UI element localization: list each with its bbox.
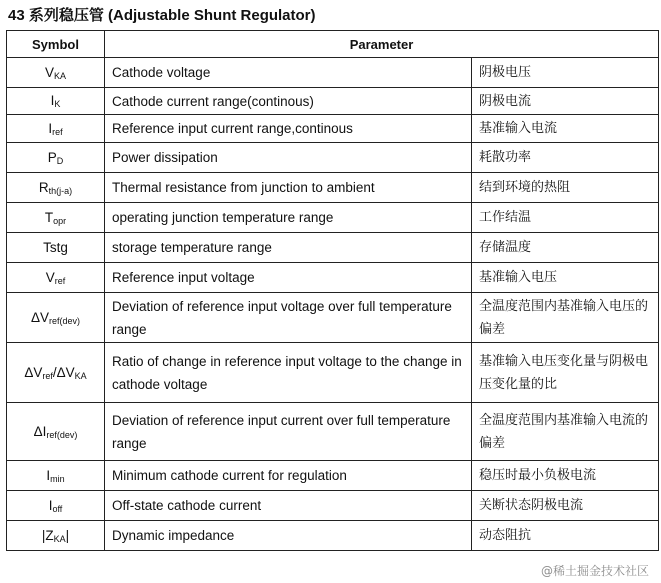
symbol-cell — [7, 88, 105, 115]
symbol-text: I — [48, 120, 53, 136]
parameter-chinese: 存储温度 — [472, 233, 659, 263]
table-row — [7, 115, 659, 143]
symbol-text: Tstg — [43, 240, 68, 255]
symbol-text: I — [48, 497, 53, 513]
symbol-text: I — [50, 93, 55, 108]
table-row — [7, 461, 659, 491]
table-row — [7, 173, 659, 203]
symbol-cell — [7, 293, 105, 343]
parameter-description: Minimum cathode current for regulation — [105, 461, 472, 491]
parameter-description: Power dissipation — [105, 143, 472, 173]
parameter-chinese: 动态阻抗 — [472, 521, 659, 551]
watermark: @稀土掘金技术社区 — [540, 564, 649, 578]
parameter-description: Deviation of reference input current over full temperature range — [105, 403, 472, 461]
symbol-text: T — [44, 209, 54, 225]
symbol-cell — [7, 461, 105, 491]
symbol-cell — [7, 343, 105, 403]
symbol-text: I — [46, 467, 51, 483]
parameter-description: operating junction temperature range — [105, 203, 472, 233]
parameter-description: Thermal resistance from junction to ambient — [105, 173, 472, 203]
parameter-chinese: 关断状态阴极电流 — [472, 491, 659, 521]
parameter-chinese: 工作结温 — [472, 203, 659, 233]
table-header-row — [7, 31, 659, 58]
symbol-cell — [7, 143, 105, 173]
symbol-text: P — [47, 149, 57, 165]
symbol-subscript-2: KA — [74, 370, 87, 381]
parameter-description: Reference input current range,continous — [105, 115, 472, 143]
symbol-subscript: ref — [54, 275, 66, 286]
symbol-cell — [7, 521, 105, 551]
table-row — [7, 58, 659, 88]
symbol-subscript: ref(dev) — [46, 429, 78, 440]
symbol-text-2: /ΔV — [52, 364, 75, 380]
symbol-header: Symbol — [7, 31, 105, 58]
symbol-subscript: opr — [53, 215, 67, 226]
parameter-description: Reference input voltage — [105, 263, 472, 293]
symbol-text: V — [45, 269, 55, 285]
parameter-chinese: 耗散功率 — [472, 143, 659, 173]
parameter-chinese: 全温度范围内基准输入电流的偏差 — [472, 403, 659, 461]
symbol-subscript: ref — [42, 370, 53, 381]
parameter-chinese: 基准输入电压 — [472, 263, 659, 293]
parameter-table — [6, 30, 659, 551]
table-row — [7, 293, 659, 343]
symbol-cell — [7, 203, 105, 233]
table-row — [7, 233, 659, 263]
symbol-subscript: KA — [54, 70, 67, 81]
table-row — [7, 403, 659, 461]
symbol-cell — [7, 115, 105, 143]
table-row — [7, 263, 659, 293]
table-row — [7, 491, 659, 521]
symbol-subscript: K — [54, 99, 61, 109]
table-row — [7, 88, 659, 115]
table-row — [7, 143, 659, 173]
parameter-header: Parameter — [105, 31, 659, 58]
symbol-subscript: KA — [53, 533, 66, 544]
parameter-chinese: 稳压时最小负极电流 — [472, 461, 659, 491]
symbol-text: V — [44, 64, 54, 80]
table-row — [7, 203, 659, 233]
parameter-chinese: 全温度范围内基准输入电压的偏差 — [472, 293, 659, 343]
symbol-text: ΔV — [30, 309, 49, 325]
symbol-subscript: ref — [52, 126, 63, 137]
symbol-cell — [7, 491, 105, 521]
parameter-chinese: 阴极电压 — [472, 58, 659, 88]
symbol-cell — [7, 173, 105, 203]
symbol-subscript: th(j-a) — [48, 185, 73, 196]
parameter-chinese: 基准输入电流 — [472, 115, 659, 143]
parameter-description: Cathode current range(continous) — [105, 88, 472, 115]
page-title: 43 系列稳压管 (Adjustable Shunt Regulator) — [8, 7, 316, 24]
symbol-cell — [7, 58, 105, 88]
symbol-cell — [7, 403, 105, 461]
parameter-description: Cathode voltage — [105, 58, 472, 88]
symbol-text: ΔV — [24, 364, 43, 380]
symbol-text: R — [38, 179, 49, 195]
parameter-chinese: 阴极电流 — [472, 88, 659, 115]
symbol-subscript: D — [56, 155, 64, 166]
parameter-description: Off-state cathode current — [105, 491, 472, 521]
parameter-description: storage temperature range — [105, 233, 472, 263]
parameter-chinese: 结到环境的热阻 — [472, 173, 659, 203]
symbol-cell — [7, 233, 105, 263]
table-row — [7, 521, 659, 551]
symbol-text: |Z — [41, 527, 54, 543]
parameter-description: Ratio of change in reference input voltage to the change in cathode voltage — [105, 343, 472, 403]
symbol-text: ΔI — [33, 423, 47, 439]
parameter-description: Dynamic impedance — [105, 521, 472, 551]
symbol-subscript: min — [50, 473, 65, 484]
symbol-subscript: off — [52, 503, 63, 514]
parameter-description: Deviation of reference input voltage over full temperature range — [105, 293, 472, 343]
symbol-text-2: | — [65, 527, 70, 543]
table-row — [7, 343, 659, 403]
parameter-chinese: 基准输入电压变化量与阴极电压变化量的比 — [472, 343, 659, 403]
symbol-subscript: ref(dev) — [49, 315, 81, 326]
symbol-cell — [7, 263, 105, 293]
